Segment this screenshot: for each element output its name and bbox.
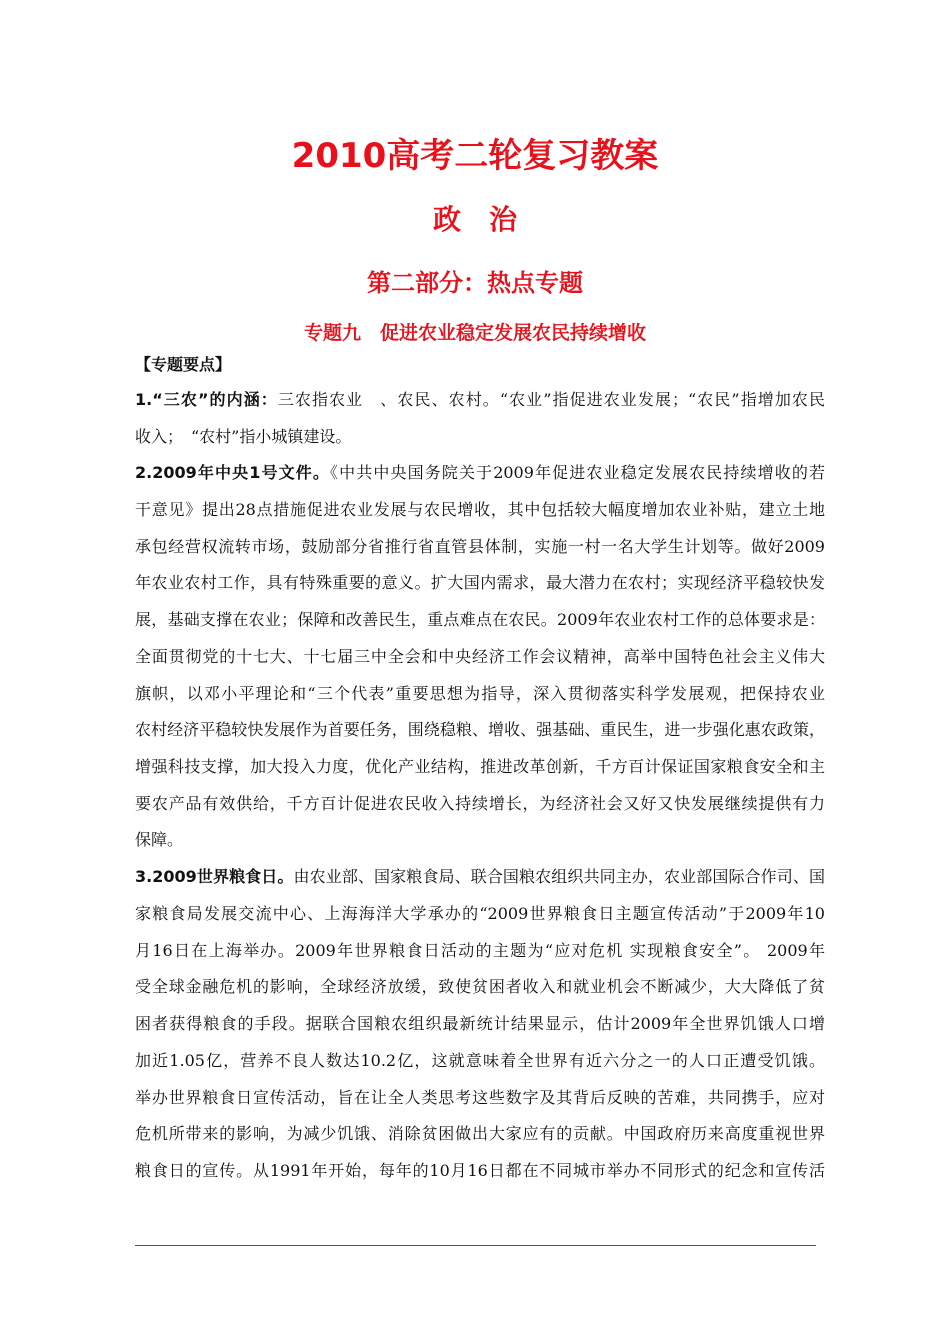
document-title: 2010高考二轮复习教案 xyxy=(291,136,659,176)
paragraph-head: 1.“三农”的内涵： xyxy=(135,390,278,409)
paragraph-line: 3.2009世界粮食日。由农业部、国家粮食局、联合国粮农组织共同主办，农业部国际合作司、国 xyxy=(135,867,825,886)
paragraph-line: 全面贯彻党的十七大、十七届三中全会和中央经济工作会议精神，高举中国特色社会主义伟大 xyxy=(135,647,825,666)
paragraph-line: 农村经济平稳较快发展作为首要任务，围绕稳粮、增收、强基础、重民生，进一步强化惠农政策， xyxy=(135,720,825,739)
paragraph-line: 增强科技支撑，加大投入力度，优化产业结构，推进改革创新，千方百计保证国家粮食安全和主 xyxy=(135,757,825,776)
paragraph-line: 举办世界粮食日宣传活动，旨在让全人类思考这些数字及其背后反映的苦难，共同携手，应对 xyxy=(135,1088,825,1107)
paragraph-line: 困者获得粮食的手段。据联合国粮农组织最新统计结果显示，估计2009年全世界饥饿人口增 xyxy=(135,1014,825,1033)
part-title: 第二部分：热点专题 xyxy=(367,269,583,297)
paragraph-line: 要农产品有效供给，千方百计促进农民收入持续增长，为经济社会又好又快发展继续提供有力 xyxy=(135,794,825,813)
paragraph-line: 展，基础支撑在农业；保障和改善民生，重点难点在农民。2009年农业农村工作的总体要求是： xyxy=(135,610,825,629)
paragraph-head: 3.2009世界粮食日。 xyxy=(135,867,294,886)
paragraph-line: 家粮食局发展交流中心、上海海洋大学承办的“2009世界粮食日主题宣传活动”于2009年10 xyxy=(135,904,825,923)
subject-title: 政治 xyxy=(432,203,545,236)
paragraph-line: 受全球金融危机的影响，全球经济放缓，致使贫困者收入和就业机会不断减少，大大降低了贫 xyxy=(135,977,825,996)
section-heading: 【专题要点】 xyxy=(135,355,232,374)
paragraph-line: 危机所带来的影响，为减少饥饿、消除贫困做出大家应有的贡献。中国政府历来高度重视世界 xyxy=(135,1124,825,1143)
footer-rule xyxy=(135,1245,816,1246)
paragraph-line: 承包经营权流转市场，鼓励部分省推行省直管县体制，实施一村一名大学生计划等。做好2009 xyxy=(135,537,825,556)
paragraph-line: 收入； “农村”指小城镇建设。 xyxy=(135,427,352,446)
paragraph-line: 加近1.05亿，营养不良人数达10.2亿，这就意味着全世界有近六分之一的人口正遭受饥饿。 xyxy=(135,1051,825,1070)
paragraph-line: 月16日在上海举办。2009年世界粮食日活动的主题为“应对危机 实现粮食安全”。 2009年 xyxy=(135,941,825,960)
paragraph-line: 1.“三农”的内涵：三农指农业 、农民、农村。“农业”指促进农业发展；“农民”指增加农民 xyxy=(135,390,825,409)
paragraph-line: 年农业农村工作，具有特殊重要的意义。扩大国内需求，最大潜力在农村；实现经济平稳较快发 xyxy=(135,573,825,592)
paragraph-line: 保障。 xyxy=(135,830,184,849)
paragraph-head: 2.2009年中央1号文件。 xyxy=(135,463,330,482)
paragraph-line: 干意见》提出28点措施促进农业发展与农民增收，其中包括较大幅度增加农业补贴，建立土地 xyxy=(135,500,825,519)
paragraph-line: 旗帜，以邓小平理论和“三个代表”重要思想为指导，深入贯彻落实科学发展观，把保持农业 xyxy=(135,684,825,703)
paragraph-line: 粮食日的宣传。从1991年开始，每年的10月16日都在不同城市举办不同形式的纪念和宣传活 xyxy=(135,1161,825,1180)
paragraph-line: 2.2009年中央1号文件。《中共中央国务院关于2009年促进农业稳定发展农民持续增收的若 xyxy=(135,463,825,482)
topic-title: 专题九 促进农业稳定发展农民持续增收 xyxy=(303,322,646,344)
